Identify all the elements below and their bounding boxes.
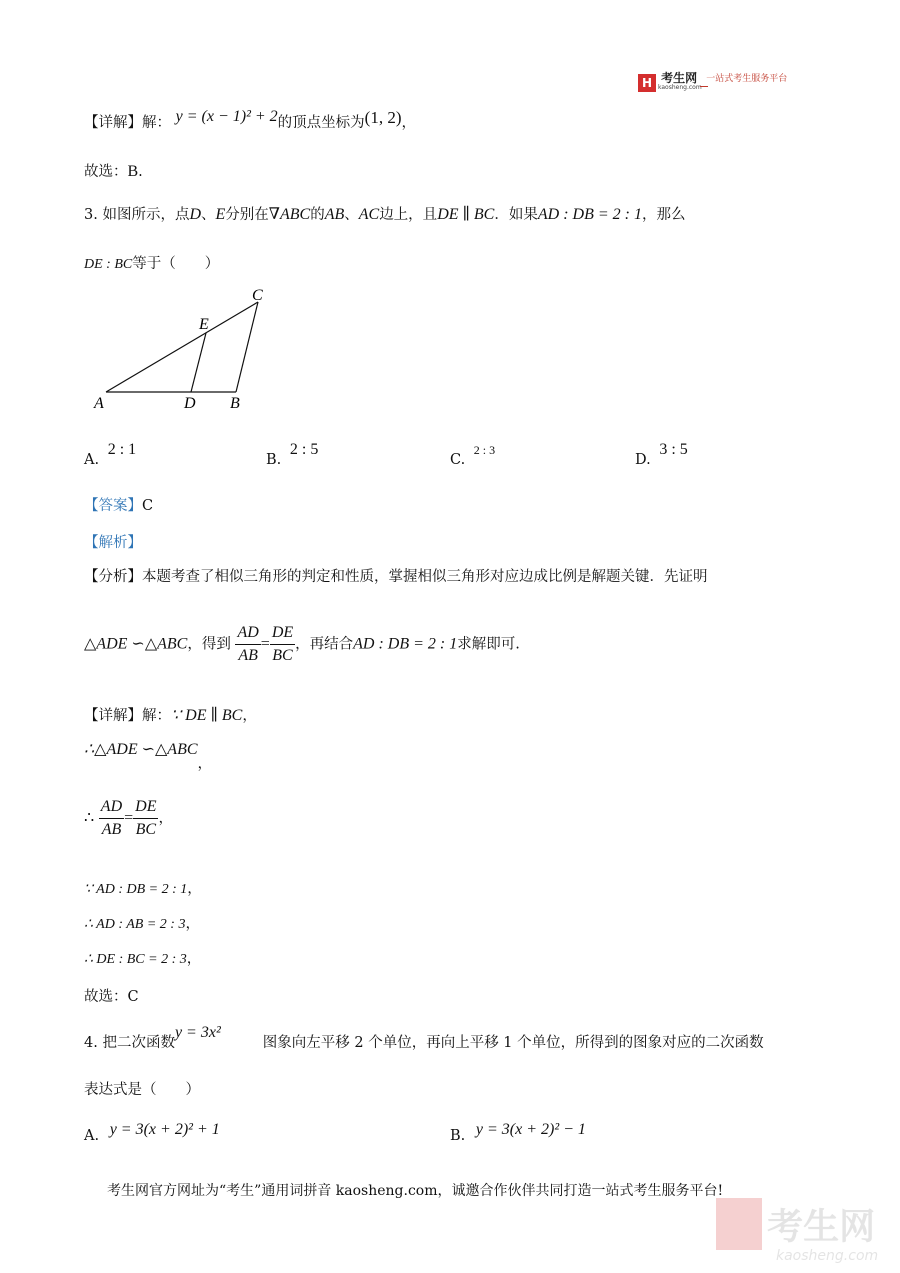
- q3-text5: ．如果: [494, 207, 538, 223]
- fraction-denominator: AB: [238, 647, 258, 664]
- q3-stem-line1: [84, 205, 685, 225]
- watermark: [716, 1198, 879, 1264]
- fenxi-fraction-2: [270, 622, 295, 667]
- q3-sep1: 、: [201, 207, 216, 223]
- option-letter: A.: [84, 452, 100, 468]
- detail-choice: C: [127, 989, 139, 1005]
- q2-end: ，: [401, 115, 416, 131]
- fig-label-e: E: [199, 316, 209, 333]
- option-value: 3 : 5: [659, 441, 688, 458]
- q3-number: 3.: [84, 207, 98, 223]
- detail-comma: ，: [187, 881, 202, 897]
- fraction-denominator: BC: [272, 647, 293, 664]
- fenxi-line2: [84, 622, 520, 667]
- detail-comma: ，: [158, 810, 173, 827]
- fenxi-label: 【分析】: [84, 569, 142, 585]
- detail-line5: [84, 914, 200, 935]
- detail-therefore1: ∴△ADE ∽△ABC: [84, 741, 198, 758]
- q3-line2-math: DE : BC: [84, 257, 133, 272]
- q4-stem-line1: [84, 1024, 764, 1053]
- detail-choice-label: 故选：: [84, 989, 128, 1005]
- detail-line2: [84, 740, 213, 772]
- q4-number: 4.: [84, 1035, 98, 1051]
- watermark-url: kaosheng.com: [776, 1248, 879, 1264]
- option-letter: B.: [450, 1128, 466, 1144]
- detail-therefore4: ∴ DE : BC = 2 : 3: [84, 952, 187, 967]
- header-logo: [638, 72, 787, 94]
- fig-label-d: D: [184, 395, 196, 412]
- watermark-brand: 考生网: [767, 1206, 876, 1248]
- fig-label-b: B: [230, 395, 240, 412]
- q2-choice-end: .: [138, 164, 143, 180]
- detail-therefore3: ∴ AD : AB = 2 : 3: [84, 917, 186, 932]
- brand-slogan: 一站式考生服务平台: [706, 74, 788, 84]
- fenxi-text: 本题考查了相似三角形的判定和性质，掌握相似三角形对应边成比例是解题关键．先证明: [142, 569, 708, 585]
- q3-side-ac: AC: [358, 206, 380, 223]
- q4-function: y = 3x²: [174, 1024, 221, 1041]
- fenxi-text2: ，得到: [187, 636, 231, 653]
- fig-label-a: A: [94, 395, 104, 412]
- detail-intro: 解：: [142, 708, 171, 724]
- answer-line: [84, 496, 153, 516]
- q3-text1: 如图所示，点: [102, 207, 190, 223]
- option-value: 2 : 5: [289, 441, 319, 458]
- footer-text: 考生网官方网址为“考生”通用词拼音 kaosheng.com，诚邀合作伙伴共同打造一站式考生服务平台!: [107, 1183, 724, 1199]
- fraction-denominator: AB: [101, 821, 122, 838]
- detail-fraction-1: [99, 796, 124, 841]
- fenxi-line1: [84, 567, 708, 587]
- q3-ratio: AD : DB = 2 : 1: [537, 206, 642, 223]
- detail-because1: ∵ DE ∥ BC: [171, 707, 243, 724]
- q3-option-c[interactable]: [450, 443, 496, 470]
- fenxi-similar: △ADE ∽△ABC: [84, 635, 188, 653]
- detail-label: 【详解】: [84, 115, 142, 131]
- fig-label-c: C: [252, 287, 263, 304]
- q2-detail-line: [84, 108, 416, 133]
- q3-stem-line2: [84, 254, 219, 275]
- brand-url: kaosheng.com: [658, 84, 702, 91]
- option-letter: B.: [266, 452, 282, 468]
- q3-line2-text: 等于（ ）: [132, 256, 220, 272]
- detail-comma: ，: [197, 756, 213, 772]
- q2-choice-line: [84, 162, 143, 182]
- detail-label: 【详解】: [84, 708, 142, 724]
- q3-text4: 边上，且: [379, 207, 438, 223]
- detail-line6: [84, 949, 201, 970]
- fenxi-ratio: AD : DB = 2 : 1: [353, 635, 458, 653]
- fraction-numerator: DE: [133, 796, 158, 819]
- header-divider: [700, 86, 708, 87]
- detail-choice-line: [84, 987, 139, 1007]
- detail-line4: [84, 879, 202, 900]
- option-value: 2 : 1: [107, 441, 137, 458]
- q3-side-ab: AB: [324, 206, 345, 223]
- option-value: y = 3(x + 2)² + 1: [109, 1121, 220, 1138]
- detail-intro: 解：: [142, 115, 171, 131]
- q2-vertex: (1, 2): [364, 108, 402, 127]
- option-letter: A.: [84, 1128, 100, 1144]
- therefore-symbol: ∴: [84, 809, 95, 827]
- q3-option-b[interactable]: [266, 441, 319, 470]
- q3-point-d: D: [189, 206, 202, 223]
- q3-option-d[interactable]: [635, 441, 688, 470]
- triangle-figure: [90, 282, 280, 412]
- q2-choice-label: 故选：: [84, 164, 128, 180]
- detail-comma: ，: [242, 708, 257, 724]
- detail-comma: ，: [185, 916, 200, 932]
- option-value: 2 : 3: [473, 443, 496, 457]
- fenxi-text4: 求解即可.: [457, 636, 520, 653]
- analysis-label: 【解析】: [84, 535, 142, 551]
- detail-line3: [84, 796, 173, 841]
- answer-label: 【答案】: [84, 498, 142, 514]
- fraction-numerator: DE: [270, 622, 295, 645]
- q3-option-a[interactable]: [84, 441, 137, 470]
- detail-line1: [84, 706, 257, 726]
- brand-name: 考生网: [661, 71, 698, 85]
- option-value: y = 3(x + 2)² − 1: [475, 1121, 586, 1138]
- fraction-numerator: AD: [99, 796, 124, 819]
- q4-text1: 把二次函数: [102, 1035, 175, 1051]
- q3-text2: 分别在: [225, 207, 269, 223]
- fenxi-fraction-1: [235, 622, 260, 667]
- fraction-denominator: BC: [135, 821, 157, 838]
- detail-comma: ，: [186, 951, 202, 967]
- q4-text2: 图象向左平移 2 个单位，再向上平移 1 个单位，所得到的图象对应的二次函数: [262, 1035, 764, 1051]
- detail-equals: =: [124, 809, 134, 827]
- q2-formula: y = (x − 1)² + 2: [175, 108, 278, 125]
- detail-fraction-2: [133, 796, 158, 841]
- q3-text6: ，那么: [641, 207, 686, 223]
- q2-mid-text: 的顶点坐标为: [277, 115, 365, 131]
- q3-sep2: 、: [344, 207, 359, 223]
- detail-because2: ∵ AD : DB = 2 : 1: [84, 882, 188, 897]
- answer-value: C: [142, 498, 154, 514]
- brand-logo-icon: H: [638, 74, 656, 92]
- fraction-numerator: AD: [235, 622, 260, 645]
- q3-text3: 的: [310, 207, 325, 223]
- q3-parallel: DE ∥ BC: [437, 206, 495, 223]
- q4-option-b[interactable]: [450, 1121, 586, 1146]
- option-letter: D.: [635, 452, 651, 468]
- watermark-logo-icon: [716, 1198, 762, 1250]
- q4-option-a[interactable]: [84, 1121, 220, 1146]
- q4-stem-line2: 表达式是（ ）: [84, 1082, 200, 1098]
- q3-point-e: E: [215, 206, 226, 223]
- q3-triangle: ∇ABC: [268, 206, 311, 223]
- q2-choice-answer: B: [127, 163, 139, 180]
- option-letter: C.: [450, 452, 466, 468]
- fenxi-text3: ，再结合: [295, 636, 354, 653]
- fenxi-equals: =: [260, 635, 270, 653]
